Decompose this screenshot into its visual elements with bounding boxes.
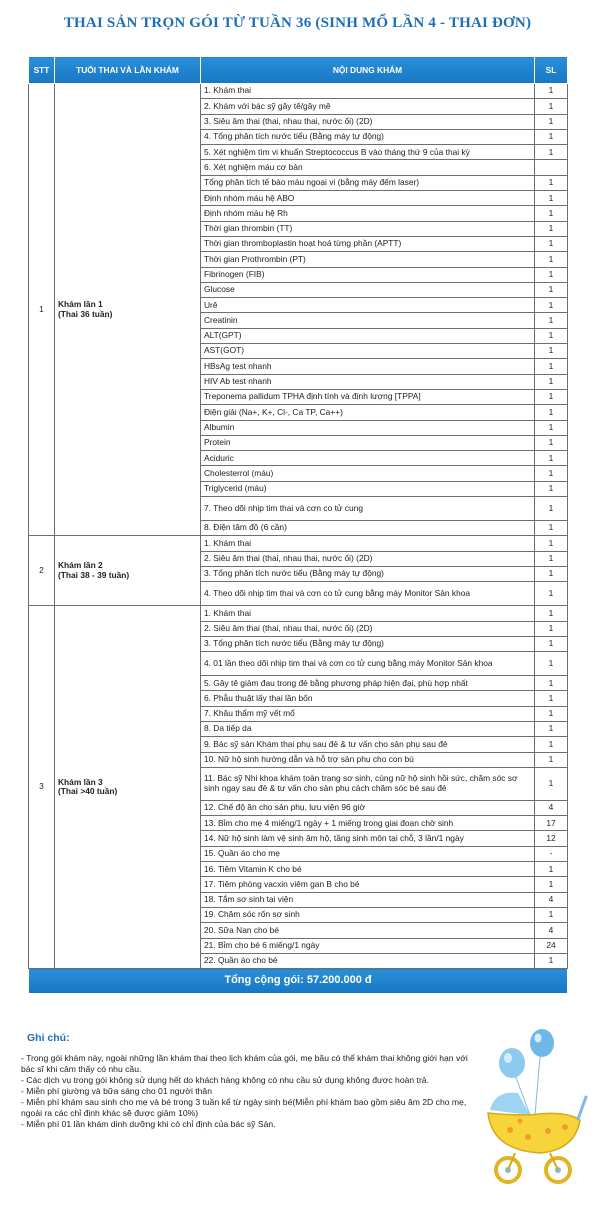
service-item: 2. Siêu âm thai (thai, nhau thai, nước ối) (2D) (201, 551, 535, 566)
visit-week: (Thai >40 tuần) (58, 786, 118, 797)
service-item: 6. Phẫu thuật lấy thai lần bốn (201, 691, 535, 706)
service-qty: 1 (535, 99, 568, 114)
service-item: 5. Gây tê giảm đau trong đẻ bằng phương pháp hiện đại, phù hợp nhất (201, 676, 535, 691)
page-title: THAI SẢN TRỌN GÓI TỪ TUẦN 36 (SINH MỔ LẦN 4 - THAI ĐƠN) (63, 15, 532, 31)
service-item: 13. Bỉm cho mẹ 4 miếng/1 ngày + 1 miếng trong giai đoạn chờ sinh (201, 816, 535, 831)
service-item: 16. Tiêm Vitamin K cho bé (201, 862, 535, 877)
note-line: - Miễn phí 01 lần khám dinh dưỡng khi có chỉ định của bác sỹ Sản. (21, 1119, 276, 1129)
row-stt: 1 (29, 84, 55, 536)
service-qty: 1 (535, 344, 568, 359)
service-item: 1. Khám thai (201, 606, 535, 621)
service-item: 1. Khám thai (201, 536, 535, 551)
row-stt: 3 (29, 606, 55, 969)
service-qty: 1 (535, 221, 568, 236)
service-qty: 1 (535, 420, 568, 435)
service-qty: 1 (535, 129, 568, 144)
service-qty: 24 (535, 938, 568, 953)
header-visit: TUỔI THAI VÀ LẦN KHÁM (55, 57, 201, 84)
service-item: Glucose (201, 282, 535, 297)
service-qty: 1 (535, 236, 568, 251)
service-qty: 1 (535, 953, 568, 968)
service-item: 7. Theo dõi nhịp tim thai và cơn co tử cung (201, 497, 535, 521)
service-qty: 1 (535, 582, 568, 606)
service-qty: 1 (535, 359, 568, 374)
service-qty: 1 (535, 621, 568, 636)
service-item: 2. Khám với bác sỹ gây tê/gây mê (201, 99, 535, 114)
table-row (29, 536, 568, 551)
service-qty: 1 (535, 691, 568, 706)
service-qty: 1 (535, 481, 568, 496)
visit-name: Khám lần 2 (58, 560, 103, 571)
service-qty: 1 (535, 206, 568, 221)
service-item: Albumin (201, 420, 535, 435)
service-qty: 12 (535, 831, 568, 846)
header-content: NỘI DUNG KHÁM (201, 57, 535, 84)
service-qty: 1 (535, 405, 568, 420)
total-row (29, 969, 568, 994)
service-item: 15. Quần áo cho mẹ (201, 846, 535, 861)
service-qty: 1 (535, 267, 568, 282)
note-line: - Các dịch vụ trong gói không sử dụng hết do khách hàng không có nhu cầu sử dụng không được hoàn trả. (21, 1075, 429, 1085)
service-qty: 1 (535, 252, 568, 267)
service-item: Thời gian Prothrombin (PT) (201, 252, 535, 267)
service-item: 9. Bác sỹ sản Khám thai phụ sau đẻ & tư vấn cho sản phụ sau đẻ (201, 737, 535, 752)
service-item: 4. 01 lần theo dõi nhịp tim thai và cơn co tử cung bằng máy Monitor Sản khoa (201, 652, 535, 676)
service-item: Aciduric (201, 451, 535, 466)
service-qty: 1 (535, 566, 568, 581)
service-qty: 1 (535, 606, 568, 621)
service-item: 8. Da tiếp da (201, 721, 535, 736)
service-item: 2. Siêu âm thai (thai, nhau thai, nước ối) (2D) (201, 621, 535, 636)
service-qty: 1 (535, 466, 568, 481)
service-qty: 1 (535, 191, 568, 206)
service-item: 5. Xét nghiệm tìm vi khuẩn Streptococcus B vào tháng thứ 9 của thai kỳ (201, 145, 535, 160)
service-qty: 1 (535, 862, 568, 877)
service-item: 22. Quần áo cho bé (201, 953, 535, 968)
service-item: ALT(GPT) (201, 328, 535, 343)
row-stt: 2 (29, 536, 55, 606)
service-qty: 1 (535, 328, 568, 343)
service-qty: 1 (535, 435, 568, 450)
service-item: AST(GOT) (201, 344, 535, 359)
note-line: - Miễn phí khám sau sinh cho mẹ và bé trong 3 tuần kể từ ngày sinh bé(Miễn phí khám bao gồm siêu âm 2D cho mẹ, ngoài ra các chỉ định khác sẽ được giảm 10%) (21, 1097, 467, 1118)
service-item: Triglycerid (máu) (201, 481, 535, 496)
service-item: 4. Theo dõi nhịp tim thai và cơn co tử cung bằng máy Monitor Sản khoa (201, 582, 535, 606)
service-qty: 1 (535, 374, 568, 389)
visit-week: (Thai 36 tuần) (58, 308, 113, 319)
service-item: Định nhóm máu hệ Rh (201, 206, 535, 221)
service-qty: 1 (535, 636, 568, 651)
visit-name: Khám lần 3 (58, 776, 103, 787)
service-item: 3. Tổng phân tích nước tiểu (Bằng máy tự động) (201, 636, 535, 651)
service-qty: 1 (535, 84, 568, 99)
service-qty: 1 (535, 313, 568, 328)
service-qty: 1 (535, 752, 568, 767)
service-item: Tổng phân tích tế bào máu ngoại vi (bằng máy đếm laser) (201, 175, 535, 190)
service-qty: 1 (535, 451, 568, 466)
service-item: 11. Bác sỹ Nhi khoa khám toàn trạng sơ sinh, cùng nữ hộ sinh hồi sức, chăm sóc sơ sinh ngay sau đẻ & tư vấn cho sản phụ cách chăm sóc bé sau đẻ (201, 767, 535, 800)
table-row (29, 606, 568, 621)
service-item: 6. Xét nghiệm máu cơ bản (201, 160, 535, 175)
service-item: 10. Nữ hộ sinh hướng dẫn và hỗ trợ sản phụ cho con bú (201, 752, 535, 767)
service-item: Định nhóm máu hệ ABO (201, 191, 535, 206)
service-qty: 1 (535, 652, 568, 676)
service-qty: 4 (535, 892, 568, 907)
service-qty: 1 (535, 389, 568, 404)
service-qty: 1 (535, 907, 568, 922)
service-item: 3. Tổng phân tích nước tiểu (Bằng máy tự động) (201, 566, 535, 581)
total-price: Tổng cộng gói: 57.200.000 đ (29, 969, 568, 994)
service-item: 1. Khám thai (201, 84, 535, 99)
service-item: Điện giải (Na+, K+, Cl-, Ca TP, Ca++) (201, 405, 535, 420)
service-qty: 1 (535, 282, 568, 297)
service-qty: 1 (535, 536, 568, 551)
service-item: 20. Sữa Nan cho bé (201, 923, 535, 938)
service-item: 21. Bỉm cho bé 6 miếng/1 ngày (201, 938, 535, 953)
table-row (29, 84, 568, 99)
notes-title: Ghi chú: (27, 1032, 70, 1044)
baby-stroller-balloons-icon (470, 1015, 590, 1190)
visit-name: Khám lần 1 (58, 299, 103, 310)
service-qty: 17 (535, 816, 568, 831)
table-body (29, 84, 568, 969)
service-item: Urê (201, 298, 535, 313)
note-line: - Miễn phí giường và bữa sáng cho 01 người thân (21, 1086, 212, 1096)
service-qty: 1 (535, 521, 568, 536)
visit-label (55, 536, 201, 606)
service-qty: 1 (535, 551, 568, 566)
service-qty: 1 (535, 767, 568, 800)
service-qty: 1 (535, 676, 568, 691)
service-item: 18. Tắm sơ sinh tại viện (201, 892, 535, 907)
table-header (29, 57, 568, 84)
service-qty: 1 (535, 721, 568, 736)
service-item: Protein (201, 435, 535, 450)
service-item: Thời gian thromboplastin hoạt hoá từng phần (APTT) (201, 236, 535, 251)
service-item: Treponema pallidum TPHA định tính và định lượng [TPPA] (201, 389, 535, 404)
service-item: 19. Chăm sóc rốn sơ sinh (201, 907, 535, 922)
service-item: 8. Điện tâm đồ (6 cần) (201, 521, 535, 536)
service-item: 4. Tổng phân tích nước tiểu (Bằng máy tự động) (201, 129, 535, 144)
visit-label (55, 84, 201, 536)
service-qty: 1 (535, 706, 568, 721)
service-qty (535, 160, 568, 175)
service-qty: 4 (535, 800, 568, 815)
header-qty: SL (535, 57, 568, 84)
service-qty: 1 (535, 145, 568, 160)
service-item: 17. Tiêm phòng vacxin viêm gan B cho bé (201, 877, 535, 892)
service-item: HBsAg test nhanh (201, 359, 535, 374)
service-item: Cholesterrol (máu) (201, 466, 535, 481)
service-item: 12. Chế độ ăn cho sản phụ, lưu viện 96 giờ (201, 800, 535, 815)
package-table (28, 56, 568, 994)
service-item: Fibrinogen (FIB) (201, 267, 535, 282)
service-qty: 1 (535, 737, 568, 752)
service-item: 3. Siêu âm thai (thai, nhau thai, nước ối) (2D) (201, 114, 535, 129)
service-item: Creatinin (201, 313, 535, 328)
visit-label (55, 606, 201, 969)
note-line: - Trong gói khám này, ngoài những lần khám thai theo lịch khám của gói, mẹ bầu có thể khám thai không giới hạn với bác sĩ khi cảm thấy có nhu cầu. (21, 1053, 468, 1074)
service-qty: 1 (535, 114, 568, 129)
service-qty: 1 (535, 298, 568, 313)
service-qty: 1 (535, 497, 568, 521)
service-item: 7. Khâu thẩm mỹ vết mổ (201, 706, 535, 721)
service-item: Thời gian thrombin (TT) (201, 221, 535, 236)
notes (21, 1053, 476, 1130)
service-qty: 4 (535, 923, 568, 938)
service-qty: 1 (535, 175, 568, 190)
service-item: HIV Ab test nhanh (201, 374, 535, 389)
header-stt: STT (29, 57, 55, 84)
visit-week: (Thai 38 - 39 tuần) (58, 569, 130, 580)
service-qty: 1 (535, 877, 568, 892)
service-qty: - (535, 846, 568, 861)
service-item: 14. Nữ hộ sinh làm vệ sinh âm hộ, tầng sinh môn tại chỗ, 3 lần/1 ngày (201, 831, 535, 846)
